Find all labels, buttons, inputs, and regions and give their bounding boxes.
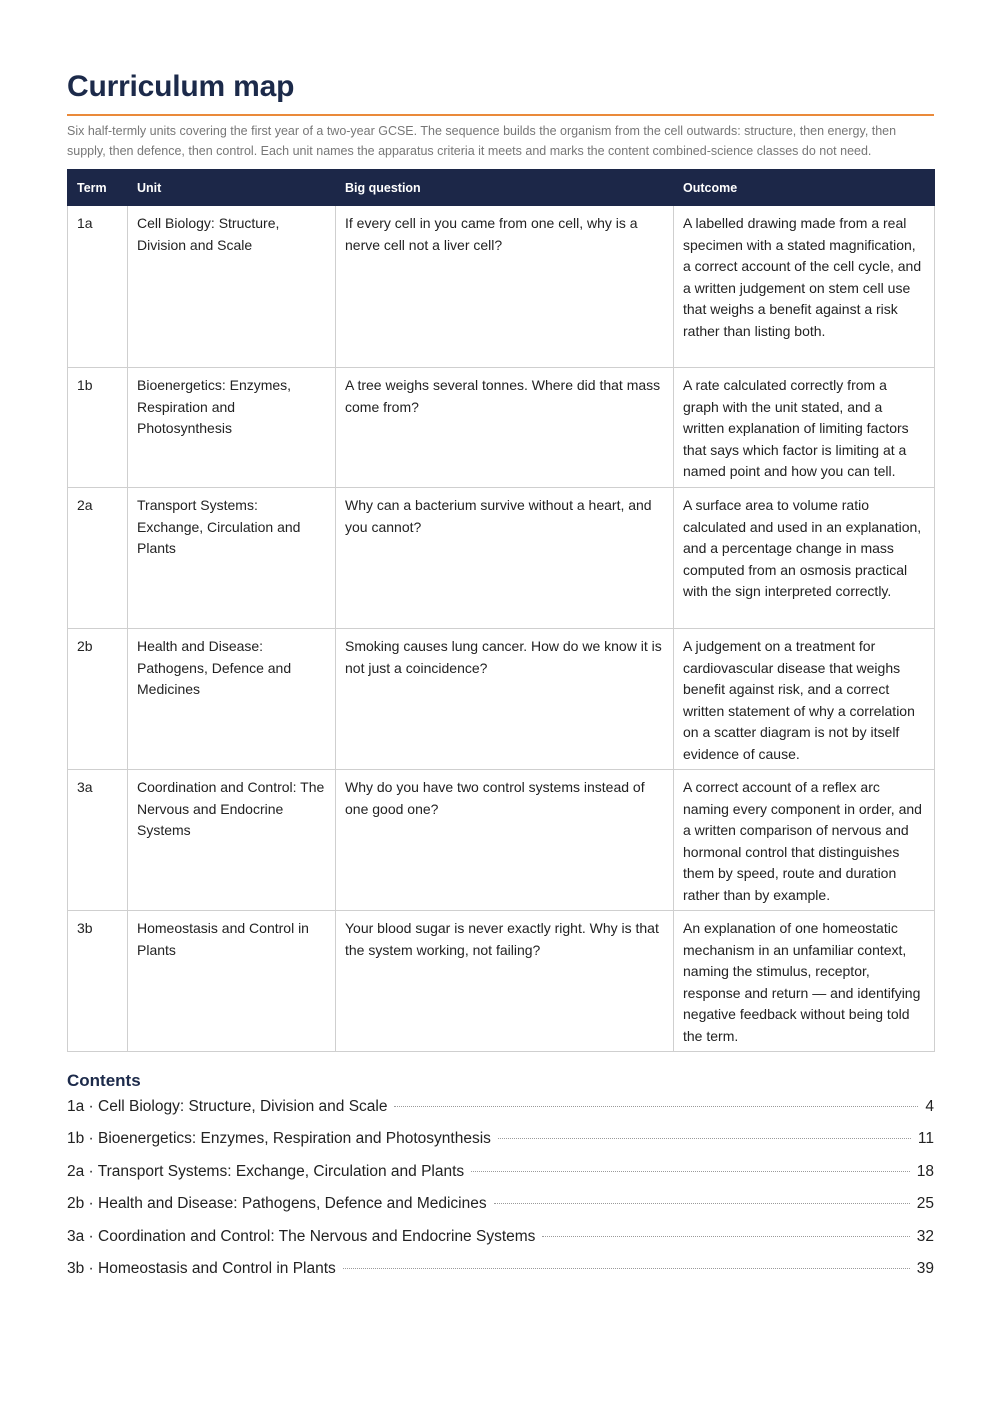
toc-entry-label: 3a · Coordination and Control: The Nervous and Endocrine Systems bbox=[67, 1227, 536, 1245]
toc-leader-dots bbox=[343, 1268, 910, 1269]
toc-page-number: 39 bbox=[916, 1259, 934, 1277]
toc-entry-label: 1b · Bioenergetics: Enzymes, Respiration and Photosynthesis bbox=[67, 1130, 491, 1148]
toc-entry[interactable] bbox=[67, 1228, 934, 1260]
toc-page-number: 11 bbox=[917, 1130, 934, 1148]
toc-leader-dots bbox=[494, 1203, 910, 1204]
header-unit: Unit bbox=[128, 170, 336, 206]
unit-cell: Bioenergetics: Enzymes, Respiration and Photosynthesis bbox=[128, 368, 336, 488]
toc-entry[interactable] bbox=[67, 1195, 934, 1227]
title-divider bbox=[67, 114, 934, 116]
toc-leader-dots bbox=[394, 1106, 918, 1107]
header-outcome: Outcome bbox=[674, 170, 935, 206]
toc-entry-label: 3b · Homeostasis and Control in Plants bbox=[67, 1259, 336, 1277]
toc-page-number: 25 bbox=[916, 1195, 934, 1213]
contents-heading: Contents bbox=[67, 1071, 141, 1090]
intro-paragraph: Six half-termly units covering the first year of a two-year GCSE. The sequence builds the organism from the cell outwards: structure, then energy, then supply, then defence, then control. Each unit names the apparatus criteria it meets and marks the content combined-science classes do not need. bbox=[67, 124, 897, 158]
question-cell: Why do you have two control systems instead of one good one? bbox=[336, 770, 674, 911]
toc-leader-dots bbox=[498, 1138, 911, 1139]
toc-entry[interactable] bbox=[67, 1130, 934, 1162]
table-row bbox=[68, 911, 935, 1052]
unit-cell: Coordination and Control: The Nervous and Endocrine Systems bbox=[128, 770, 336, 911]
outcome-cell: A surface area to volume ratio calculated and used in an explanation, and a percentage change in mass computed from an osmosis practical with the sign interpreted correctly. bbox=[674, 488, 935, 629]
term-cell: 1b bbox=[68, 368, 128, 488]
toc-leader-dots bbox=[471, 1171, 910, 1172]
term-cell: 2b bbox=[68, 629, 128, 770]
toc-entry[interactable] bbox=[67, 1098, 934, 1130]
term-cell: 2a bbox=[68, 488, 128, 629]
header-term: Term bbox=[68, 170, 128, 206]
page-title: Curriculum map bbox=[67, 70, 295, 103]
term-cell: 3a bbox=[68, 770, 128, 911]
table-row bbox=[68, 206, 935, 368]
curriculum-table bbox=[67, 169, 935, 1052]
term-cell: 3b bbox=[68, 911, 128, 1052]
toc-page-number: 4 bbox=[925, 1098, 934, 1115]
toc-page-number: 18 bbox=[916, 1162, 934, 1180]
unit-cell: Transport Systems: Exchange, Circulation and Plants bbox=[128, 488, 336, 629]
question-cell: Why can a bacterium survive without a heart, and you cannot? bbox=[336, 488, 674, 629]
table-of-contents bbox=[67, 1098, 934, 1292]
outcome-cell: A rate calculated correctly from a graph with the unit stated, and a written explanation of limiting factors that says which factor is limiting at a named point and how you can tell. bbox=[674, 368, 935, 488]
question-cell: Your blood sugar is never exactly right. Why is that the system working, not failing? bbox=[336, 911, 674, 1052]
toc-entry-label: 2b · Health and Disease: Pathogens, Defence and Medicines bbox=[67, 1195, 487, 1213]
question-cell: A tree weighs several tonnes. Where did that mass come from? bbox=[336, 368, 674, 488]
toc-entry-label: 1a · Cell Biology: Structure, Division and Scale bbox=[67, 1098, 388, 1115]
unit-cell: Homeostasis and Control in Plants bbox=[128, 911, 336, 1052]
toc-entry[interactable] bbox=[67, 1163, 934, 1195]
unit-cell: Cell Biology: Structure, Division and Scale bbox=[128, 206, 336, 368]
outcome-cell: A judgement on a treatment for cardiovascular disease that weighs benefit against risk, and a correct written statement of why a correlation on a scatter diagram is not by itself evidence of cause. bbox=[674, 629, 935, 770]
question-cell: If every cell in you came from one cell, why is a nerve cell not a liver cell? bbox=[336, 206, 674, 368]
table-row bbox=[68, 770, 935, 911]
header-big-question: Big question bbox=[336, 170, 674, 206]
outcome-cell: An explanation of one homeostatic mechanism in an unfamiliar context, naming the stimulus, receptor, response and return — and identifying negative feedback without being told the term. bbox=[674, 911, 935, 1052]
toc-entry-label: 2a · Transport Systems: Exchange, Circulation and Plants bbox=[67, 1162, 465, 1180]
question-cell: Smoking causes lung cancer. How do we know it is not just a coincidence? bbox=[336, 629, 674, 770]
unit-cell: Health and Disease: Pathogens, Defence and Medicines bbox=[128, 629, 336, 770]
toc-entry[interactable] bbox=[67, 1260, 934, 1292]
table-row bbox=[68, 629, 935, 770]
table-row bbox=[68, 368, 935, 488]
term-cell: 1a bbox=[68, 206, 128, 368]
table-header-row bbox=[68, 170, 935, 206]
toc-leader-dots bbox=[542, 1236, 909, 1237]
table-row bbox=[68, 488, 935, 629]
outcome-cell: A labelled drawing made from a real specimen with a stated magnification, a correct account of the cell cycle, and a written judgement on stem cell use that weighs a benefit against a risk rather than listing both. bbox=[674, 206, 935, 368]
outcome-cell: A correct account of a reflex arc naming every component in order, and a written comparison of nervous and hormonal control that distinguishes them by speed, route and duration rather than by example. bbox=[674, 770, 935, 911]
toc-page-number: 32 bbox=[916, 1227, 934, 1245]
